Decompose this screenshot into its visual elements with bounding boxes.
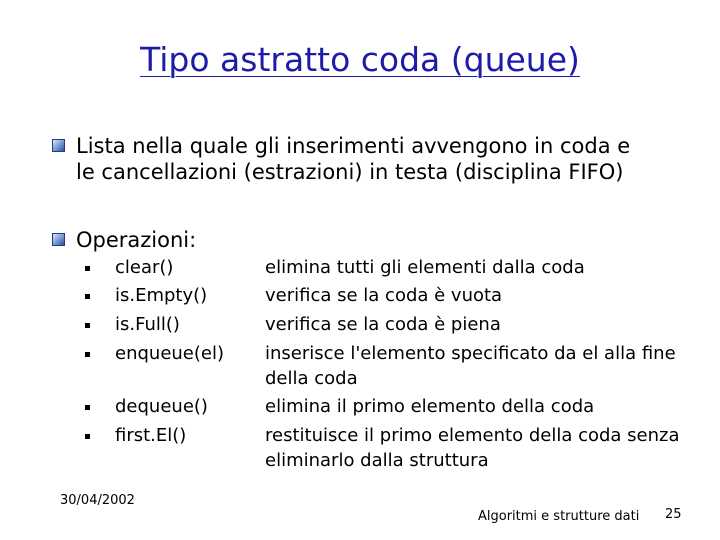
footer-page-number: 25 [665,507,682,522]
operation-description: verifica se la coda è vuota [265,285,503,306]
slide-title: Tipo astratto coda (queue) [140,40,580,79]
bullet-text: Lista nella quale gli inserimenti avvengono in coda e le cancellazioni (estrazioni) in testa (disciplina FIFO) [76,134,631,184]
bullet-definition [52,133,652,185]
footer-course: Algoritmi e strutture dati [478,509,640,524]
sub-bullet-icon [85,405,90,410]
sub-bullet-icon [85,323,90,328]
bullet-text: Operazioni: [76,228,197,252]
operation-description: inserisce l'elemento specificato da el alla fine della coda [265,343,676,389]
sub-bullet-icon [85,352,90,357]
sub-bullet-icon [85,266,90,271]
operation-description: elimina il primo elemento della coda [265,396,595,417]
bullet-operations [52,227,652,253]
operation-description: restituisce il primo elemento della coda senza eliminarlo dalla struttura [265,425,680,471]
operation-name: is.Empty() [115,285,208,306]
square-bullet-icon [52,139,65,152]
operation-description: elimina tutti gli elementi dalla coda [265,257,585,278]
operation-description: verifica se la coda è piena [265,314,501,335]
footer-date: 30/04/2002 [60,493,135,508]
operation-name: enqueue(el) [115,343,224,364]
operation-name: clear() [115,257,174,278]
operation-name: dequeue() [115,396,208,417]
sub-bullet-icon [85,434,90,439]
square-bullet-icon [52,233,65,246]
operation-name: is.Full() [115,314,180,335]
sub-bullet-icon [85,294,90,299]
operation-name: first.El() [115,425,187,446]
